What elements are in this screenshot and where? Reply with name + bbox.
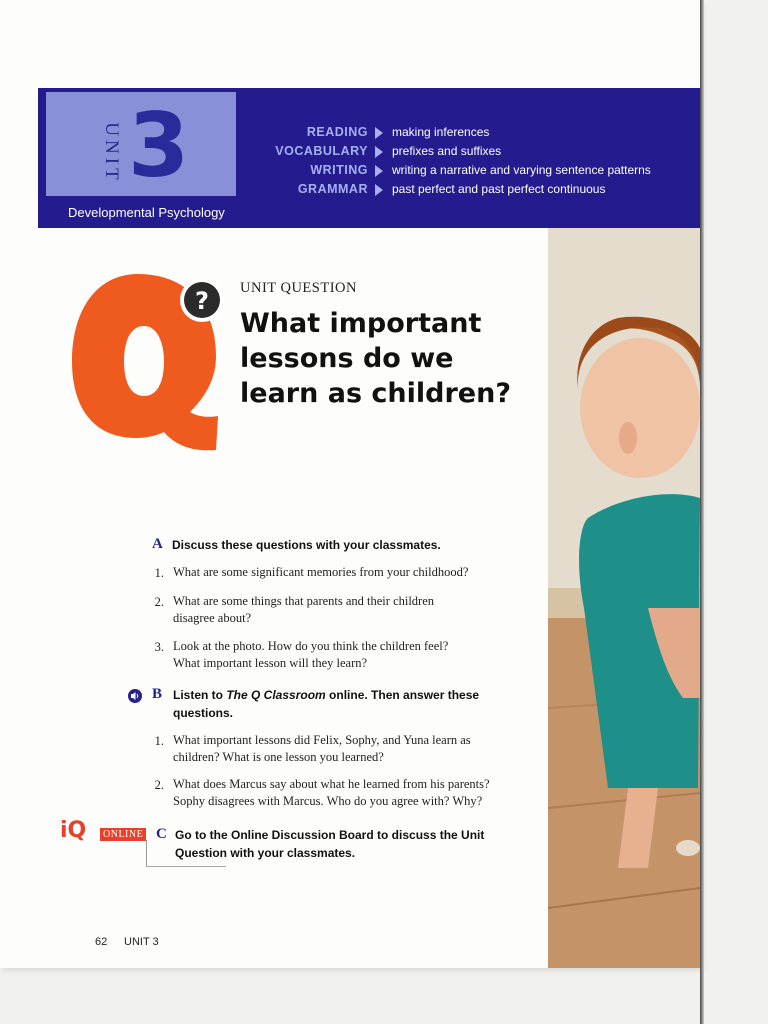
- question-text: What does Marcus say about what he learned from his parents? Sophy disagrees with Marcus. Who do you agree with? Why?: [173, 777, 490, 808]
- audio-icon[interactable]: [128, 689, 142, 703]
- unit-question: What important lessons do we learn as children?: [240, 308, 511, 409]
- arrow-right-icon: [375, 184, 383, 196]
- section-c-instruction: Go to the Online Discussion Board to discuss the Unit Question with your classmates.: [175, 828, 485, 860]
- skill-label: VOCABULARY: [275, 144, 368, 158]
- q-logo-badge: ?: [195, 287, 209, 315]
- question-text: What are some things that parents and their children disagree about?: [173, 594, 435, 625]
- child-photo: [548, 228, 700, 968]
- section-b-letter: B: [152, 686, 163, 702]
- question-number: 3.: [154, 640, 164, 654]
- section-b-instruction: [173, 686, 483, 722]
- question-text: What important lessons did Felix, Sophy, and Yuna learn as children? What is one lesson you learned?: [173, 733, 471, 764]
- question-text: Look at the photo. How do you think the children feel? What important lesson will they learn?: [173, 639, 449, 670]
- speaker-icon: [128, 689, 142, 703]
- skill-label: READING: [306, 125, 368, 139]
- arrow-right-icon: [375, 165, 383, 177]
- question-number: 1.: [154, 734, 164, 748]
- footer-unit-label: UNIT 3: [124, 936, 159, 948]
- section-a-letter: A: [152, 536, 163, 552]
- q-logo-icon: [66, 266, 236, 456]
- skill-topic: writing a narrative and varying sentence patterns: [392, 163, 651, 177]
- iq-online-badge: ONLINE: [100, 828, 146, 841]
- skill-row-grammar: [234, 182, 694, 201]
- unit-box: [46, 92, 236, 196]
- skill-topic: past perfect and past perfect continuous: [392, 182, 606, 196]
- skill-topic: prefixes and suffixes: [392, 144, 502, 158]
- arrow-right-icon: [375, 127, 383, 139]
- question-number: 2.: [154, 778, 164, 792]
- skill-topic: making inferences: [392, 125, 490, 139]
- arrow-right-icon: [375, 146, 383, 158]
- page-edge: [700, 0, 704, 1024]
- section-b-instruction-before: Listen to: [173, 688, 227, 702]
- divider: [146, 840, 147, 866]
- unit-question-label: UNIT QUESTION: [240, 280, 357, 296]
- section-a-instruction: Discuss these questions with your classmates.: [172, 538, 441, 552]
- section-b-instruction-after: online. Then answer these questions.: [173, 688, 480, 720]
- section-c-letter: C: [156, 826, 167, 842]
- question-text: What are some significant memories from your childhood?: [173, 565, 469, 579]
- q-classroom-title: The Q Classroom: [226, 688, 326, 702]
- divider: [146, 866, 226, 867]
- skill-row-vocabulary: [234, 144, 694, 163]
- child-illustration: [548, 228, 700, 968]
- unit-word: UNIT: [101, 122, 122, 184]
- page-number: 62: [95, 936, 108, 948]
- unit-subject: Developmental Psychology: [68, 205, 225, 220]
- question-number: 1.: [154, 566, 164, 580]
- skill-label: GRAMMAR: [297, 182, 368, 196]
- question-number: 2.: [154, 595, 164, 609]
- skill-label: WRITING: [310, 163, 368, 177]
- skill-row-reading: [234, 125, 694, 144]
- unit-banner: [38, 88, 700, 228]
- unit-number: 3: [128, 94, 190, 197]
- iq-text: iQ: [60, 818, 87, 843]
- skill-row-writing: [234, 163, 694, 182]
